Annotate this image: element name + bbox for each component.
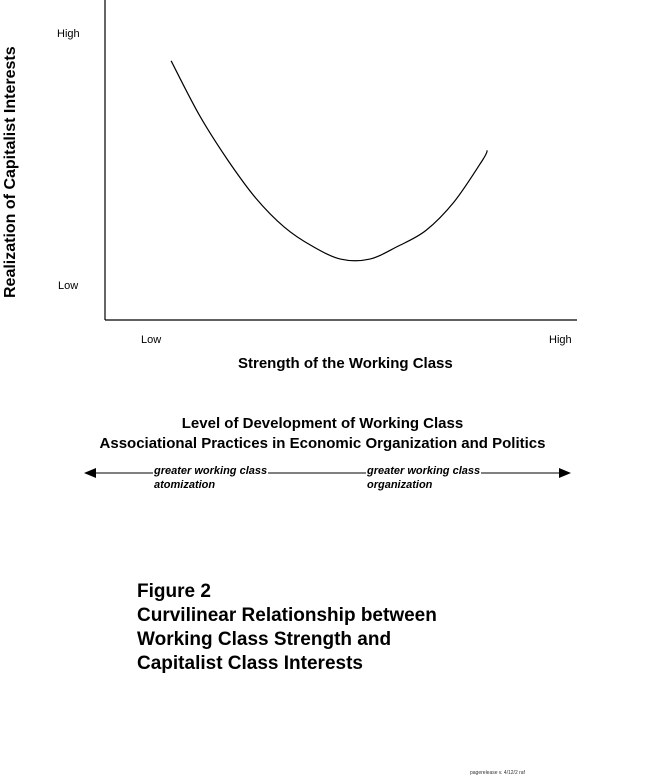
y-tick-high: High xyxy=(57,28,80,40)
right-arrow-label-line2: organization xyxy=(367,479,433,491)
right-arrow-label-line1: greater working class xyxy=(367,465,481,477)
development-title-line1: Level of Development of Working Class xyxy=(181,415,464,432)
x-tick-low: Low xyxy=(141,334,162,346)
figure-caption xyxy=(137,580,437,676)
x-tick-high: High xyxy=(549,334,572,346)
caption-line1: Figure 2 xyxy=(137,581,211,602)
development-title-line2: Associational Practices in Economic Organization and Politics xyxy=(99,435,546,452)
arrow-head-left xyxy=(84,468,96,478)
caption-line2: Curvilinear Relationship between xyxy=(137,605,437,626)
caption-line4: Capitalist Class Interests xyxy=(137,653,363,674)
arrow-head-right xyxy=(559,468,571,478)
left-arrow-label xyxy=(153,464,268,492)
left-arrow-label-line2: atomization xyxy=(154,479,216,491)
y-axis-label: Realization of Capitalist Interests xyxy=(2,46,19,298)
right-arrow-label xyxy=(366,464,481,492)
direction-arrow xyxy=(0,460,645,490)
footer-note: pagerelease v. 4/12/2 raf xyxy=(470,770,525,776)
axes xyxy=(105,0,577,320)
caption-line3: Working Class Strength and xyxy=(137,629,392,650)
x-axis-label: Strength of the Working Class xyxy=(238,355,453,372)
y-tick-low: Low xyxy=(58,280,79,292)
series-line xyxy=(171,61,487,261)
development-title xyxy=(0,414,645,454)
left-arrow-label-line1: greater working class xyxy=(154,465,268,477)
